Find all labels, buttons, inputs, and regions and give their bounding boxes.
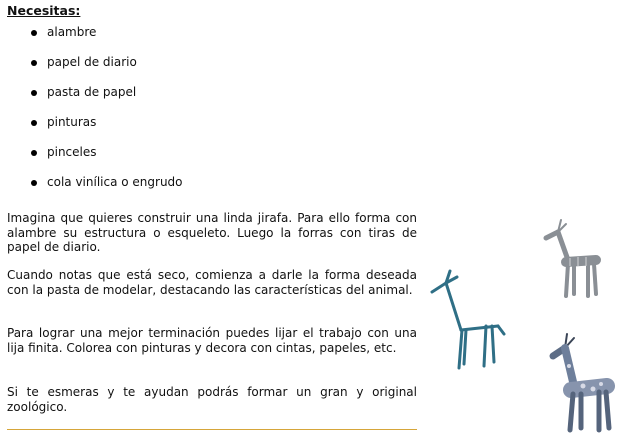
list-item bbox=[0, 54, 183, 84]
material-label: pinturas bbox=[47, 115, 97, 129]
paragraph-zoo: Si te esmeras y te ayudan podrás formar un gran y original zoológico. bbox=[7, 385, 417, 414]
list-item bbox=[0, 24, 183, 54]
paragraph-finishing: Para lograr una mejor terminación puedes lijar el trabajo con una lija finita. Colorea con pinturas y decora con cintas, papeles, etc. bbox=[7, 326, 417, 355]
paragraph-shaping: Cuando notas que está seco, comienza a darle la forma deseada con la pasta de modelar, destacando las características del animal. bbox=[7, 268, 417, 297]
bullet-icon bbox=[31, 60, 37, 66]
bullet-icon bbox=[31, 150, 37, 156]
list-item bbox=[0, 114, 183, 144]
bullet-icon bbox=[31, 120, 37, 126]
decorated-giraffe-image bbox=[543, 330, 617, 434]
material-label: pasta de papel bbox=[47, 85, 137, 99]
material-label: pinceles bbox=[47, 145, 97, 159]
bullet-icon bbox=[31, 90, 37, 96]
list-item bbox=[0, 174, 183, 204]
materials-heading: Necesitas: bbox=[7, 3, 81, 18]
list-item bbox=[0, 144, 183, 174]
paragraph-skeleton: Imagina que quieres construir una linda jirafa. Para ello forma con alambre su estructura o esqueleto. Luego la forras con tiras de papel de diario. bbox=[7, 211, 417, 254]
paper-wrapped-giraffe-image bbox=[540, 216, 604, 300]
bullet-icon bbox=[31, 30, 37, 36]
bullet-icon bbox=[31, 180, 37, 186]
material-label: alambre bbox=[47, 25, 97, 39]
list-item bbox=[0, 84, 183, 114]
material-label: cola vinílica o engrudo bbox=[47, 175, 183, 189]
wire-giraffe-skeleton-image bbox=[424, 266, 506, 372]
materials-list bbox=[0, 24, 183, 204]
divider-line bbox=[7, 429, 417, 430]
material-label: papel de diario bbox=[47, 55, 137, 69]
